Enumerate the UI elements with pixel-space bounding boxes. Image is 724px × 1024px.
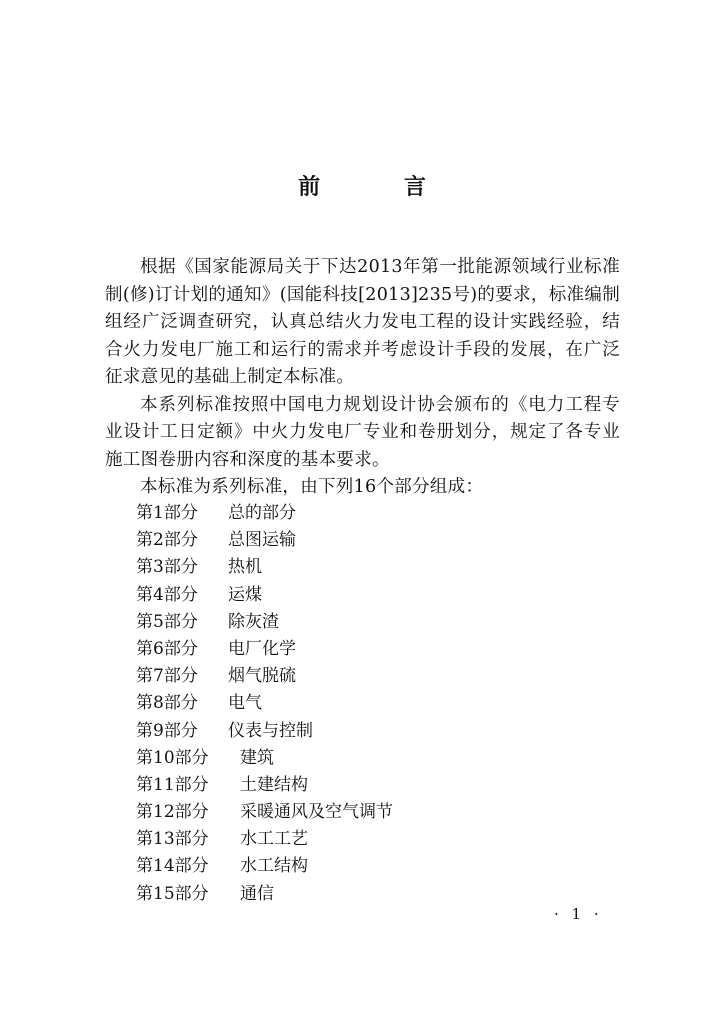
preface-body xyxy=(105,254,620,502)
part-name: 热机 xyxy=(228,557,262,578)
part-number: 第6部分 xyxy=(136,638,198,659)
paragraph-parts-intro: 本标准为系列标准，由下列16个部分组成： xyxy=(140,477,484,497)
part-name: 电气 xyxy=(228,693,262,714)
part-number: 第11部分 xyxy=(136,774,209,795)
part-number: 第4部分 xyxy=(136,584,198,605)
part-number: 第9部分 xyxy=(136,720,198,741)
list-item xyxy=(136,582,393,609)
list-item xyxy=(136,636,393,663)
part-name: 水工结构 xyxy=(240,856,308,877)
list-item xyxy=(136,500,393,527)
part-number: 第3部分 xyxy=(136,557,198,578)
part-number: 第5部分 xyxy=(136,611,198,632)
part-name: 水工工艺 xyxy=(240,829,308,850)
part-name: 仪表与控制 xyxy=(228,720,313,741)
part-number: 第1部分 xyxy=(136,503,198,523)
list-item xyxy=(136,690,393,717)
list-item xyxy=(136,881,393,908)
list-item xyxy=(136,527,393,554)
part-name: 运煤 xyxy=(228,584,262,605)
part-name: 建筑 xyxy=(240,747,274,768)
part-number: 第8部分 xyxy=(136,693,198,714)
parts-list xyxy=(136,500,393,908)
list-item xyxy=(136,663,393,690)
list-item xyxy=(136,772,393,799)
part-name: 电厂化学 xyxy=(228,638,296,659)
list-item xyxy=(136,826,393,853)
part-name: 总的部分 xyxy=(228,503,296,523)
list-item xyxy=(136,799,393,826)
list-item xyxy=(136,853,393,880)
part-name: 土建结构 xyxy=(240,774,308,795)
part-number: 第14部分 xyxy=(136,856,209,877)
part-name: 采暖通风及空气调节 xyxy=(240,802,393,823)
page-number: · 1 · xyxy=(554,905,603,923)
page-title: 前 言 xyxy=(298,174,464,200)
list-item xyxy=(136,745,393,772)
list-item xyxy=(136,718,393,745)
list-item xyxy=(136,609,393,636)
part-number: 第10部分 xyxy=(136,747,209,768)
part-number: 第12部分 xyxy=(136,802,209,823)
paragraph-background: 根据《国家能源局关于下达2013年第一批能源领域行业标准制(修)订计划的通知》(国能科技[2013]235号)的要求，标准编制组经广泛调查研究，认真总结火力发电工程的设计实践经验，结合火力发电厂施工和运行的需求并考虑设计手段的发展，在广泛征求意见的基础上制定本标准。 xyxy=(105,257,620,387)
part-name: 通信 xyxy=(240,883,274,904)
part-number: 第2部分 xyxy=(136,530,198,551)
list-item xyxy=(136,554,393,581)
part-name: 烟气脱硫 xyxy=(228,666,296,687)
paragraph-scope: 本系列标准按照中国电力规划设计协会颁布的《电力工程专业设计工日定额》中火力发电厂专业和卷册划分，规定了各专业施工图卷册内容和深度的基本要求。 xyxy=(105,394,620,470)
part-number: 第15部分 xyxy=(136,883,209,904)
part-number: 第13部分 xyxy=(136,829,209,850)
part-number: 第7部分 xyxy=(136,666,198,687)
part-name: 总图运输 xyxy=(228,530,296,551)
part-name: 除灰渣 xyxy=(228,611,279,632)
